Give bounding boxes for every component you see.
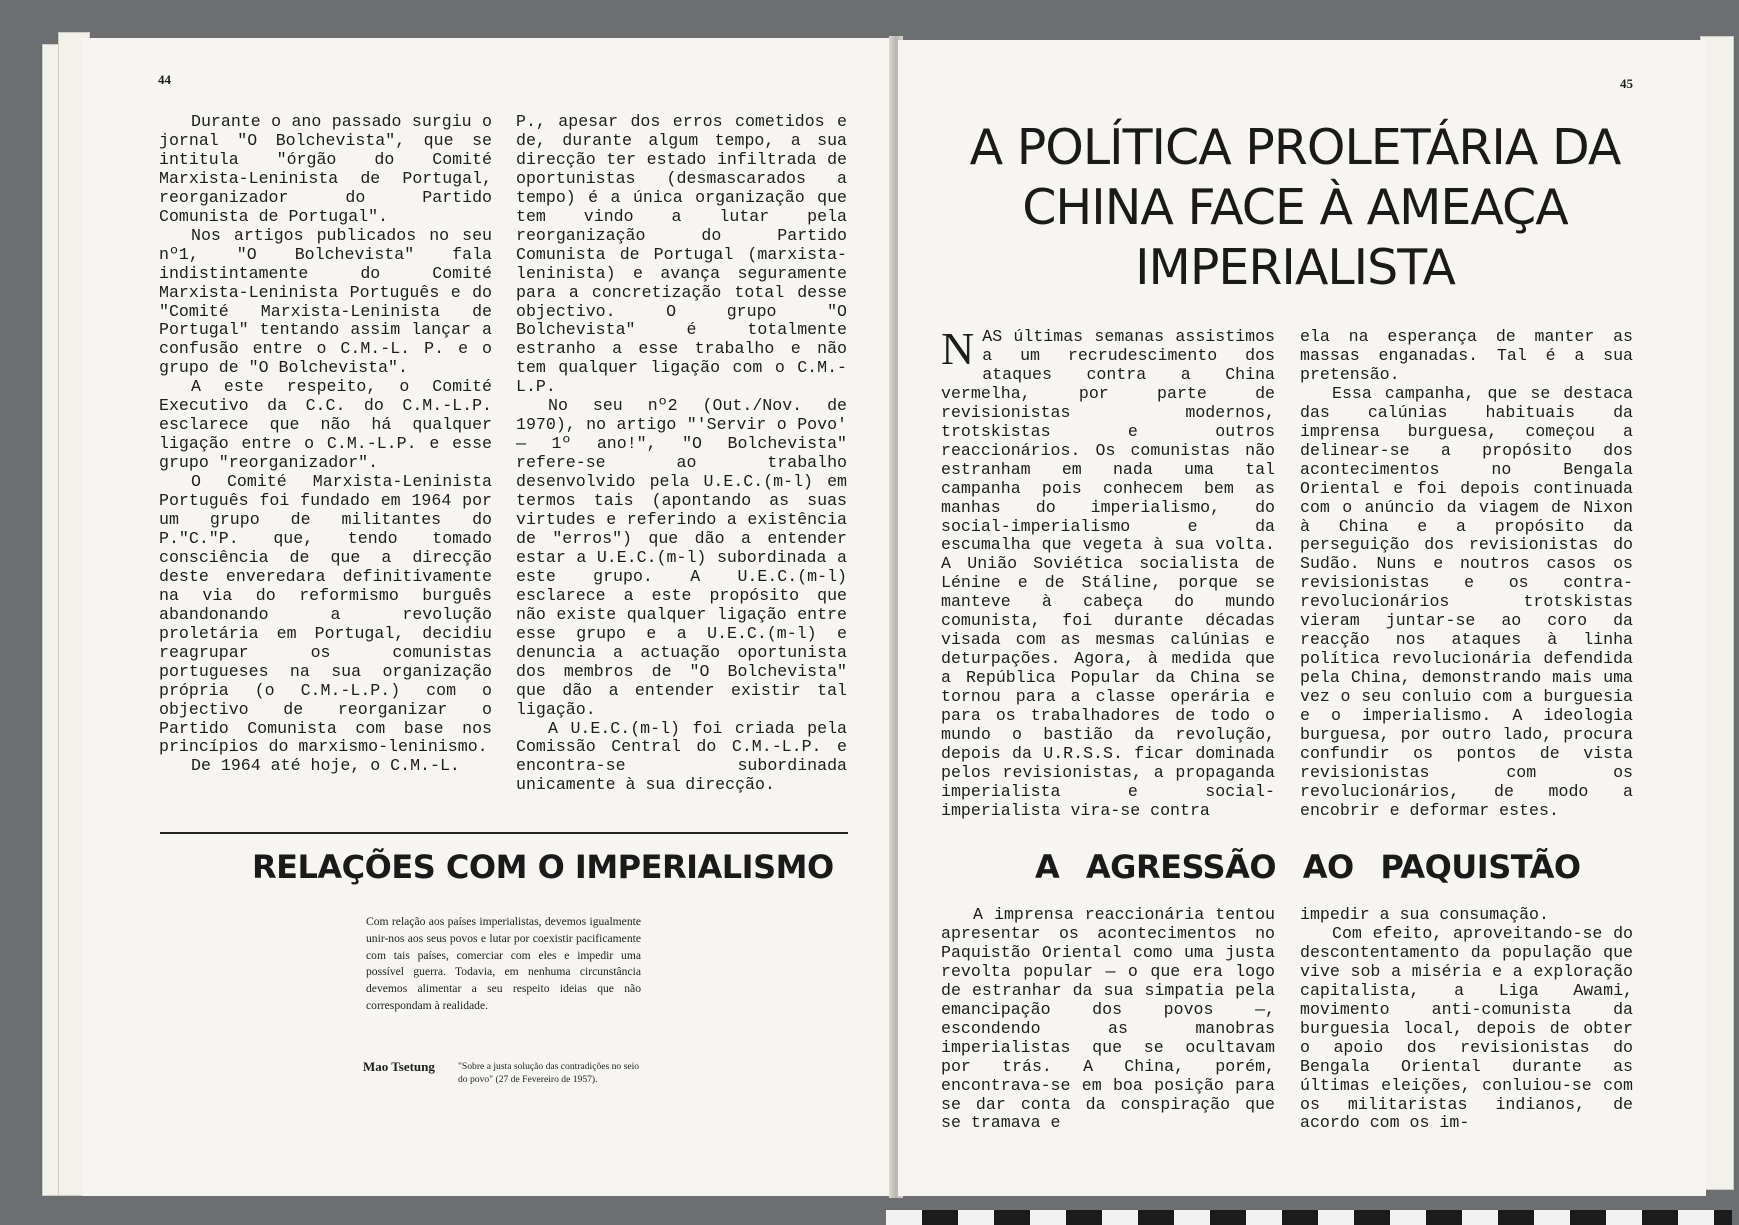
drop-cap: N [941,323,975,374]
paragraph: impedir a sua consumação. [1300,905,1549,924]
article-title-line: IMPERIALISTA [1135,239,1455,296]
paragraph: Essa campanha, que se destaca das calúnias habituais da imprensa burguesa, começou a delinear-se a propósito dos acontecimentos no Bengala Oriental e foi depois continuada com o anúncio da viagem de Nixon à China e a propósito da perseguição dos revisionistas do Sudão. Nuns e noutros casos os revisionistas e os contra-revolucionários trotskistas vieram juntar-se ao coro da reacção nos ataques à linha política revolucionária defendida pela China, demonstrando mais uma vez o seu conluio com a burguesia e o imperialismo. A ideologia burguesa, por outro lado, procura confundir os pontos de vista revisionistas com os revolucionários, de modo a encobrir e deformar estes. [1300,383,1633,820]
article-title-line: A POLÍTICA PROLETÁRIA DA [969,119,1621,176]
paragraph: A U.E.C.(m-l) foi criada pela Comissão Central do C.M.-L.P. e encontra-se subordinada unicamente à sua direcção. [516,718,847,795]
section-divider [160,832,848,834]
page-number-right: 45 [1620,76,1633,91]
section-title-agressao: A AGRESSÃO AO PAQUISTÃO [1035,848,1581,886]
article-title-line: CHINA FACE À AMEAÇA [1022,179,1568,236]
paragraph-text: AS últimas semanas assistimos a um recrudescimento dos ataques contra a China vermelha, por parte de revisionistas modernos, trotskistas e outros reaccionários. Os comunistas não estranham em nada uma tal campanha pois conhecem bem as manhas do imperialismo, do social-imperialismo e da escumalha que vegeta à sua volta. A União Soviética socialista de Lénine e de Stáline, porque se manteve à cabeça do mundo comunista, foi durante décadas visada com as mesmas calúnias e deturpações. Agora, à medida que a República Popular da China se tornou para a classe operária e para os trabalhadores de todo o mundo o bastião da revolução, depois da U.R.S.S. ficar dominada pelos revisionistas, a propaganda imperialista e social-imperialista vira-se contra [941,327,1275,820]
paragraph: No seu nº2 (Out./Nov. de 1970), no artigo "'Servir o Povo' — 1º ano!", "O Bolchevista" refere-se ao trabalho desenvolvido pela U.E.C.(m-l) em termos tais (apontando as suas virtudes e referindo a existência de "erros") que dão a entender estar a U.E.C.(m-l) subordinada a este grupo. A U.E.C.(m-l) esclarece a este propósito que não existe qualquer ligação entre esse grupo e a U.E.C.(m-l) e denuncia a actuação oportunista dos membros de "O Bolchevista" que dão a entender existir tal ligação. [516,396,847,719]
paragraph: A imprensa reaccionária tentou apresentar os acontecimentos no Paquistão Oriental como uma justa revolta popular — o que era logo de estranhar da sua simpatia pela emancipação dos povos —, escondendo as manobras imperialistas que se ocultavam por trás. A China, porém, encontrava-se em boa posição para se dar conta da conspiração que se tramava e [941,905,1275,1133]
right-column-1 [941,323,1275,821]
article-title [945,118,1645,298]
right-column-4 [1300,906,1633,1133]
scale-ruler [886,1210,1732,1225]
paragraph: O Comité Marxista-Leninista Português foi fundado em 1964 por um grupo de militantes do P."C."P. que, tendo tomado consciência de que a direcção deste enveredara definitivamente na via do reformismo burguês abandonando a revolução proletária em Portugal, decidiu reagrupar os comunistas portugueses na sua organização própria (o C.M.-L.P.) com o objectivo de reorganizar o Partido Comunista com base nos princípios do marxismo-leninismo. [159,472,492,757]
paragraph: A este respeito, o Comité Executivo da C.C. do C.M.-L.P. esclarece que não há qualquer ligação entre o C.M.-L.P. e esse grupo "reorganizador". [159,377,492,473]
paragraph: De 1964 até hoje, o C.M.-L. [191,756,460,776]
page-number-left: 44 [158,72,171,87]
paragraph: Com efeito, aproveitando-se do descontentamento da população que vive sob a miséria e a exploração capitalista, a Liga Awami, movimento anti-comunista da burguesia local, depois de obter o apoio dos revisionistas do Bengala Oriental durante as últimas eleições, conluiou-se com os militaristas indianos, de acordo com os im- [1300,923,1633,1133]
paragraph: Nos artigos publicados no seu nº1, "O Bolchevista" fala indistintamente do Comité Marxista-Leninista Português e do "Comité Marxista-Leninista de Portugal" tentando assim lançar a confusão entre o C.M.-L. P. e o grupo de "O Bolchevista". [159,225,492,378]
paragraph: Durante o ano passado surgiu o jornal "O Bolchevista", que se intitula "órgão do Comité Marxista-Leninista de Portugal, reorganizador do Partido Comunista de Portugal". [159,112,492,226]
paragraph: ela na esperança de manter as massas enganadas. Tal é a sua pretensão. [1300,327,1633,384]
right-column-2 [1300,328,1633,821]
left-column-2 [516,113,847,795]
quote-text: Com relação aos países imperialistas, devemos igualmente unir-nos aos seus povos e lutar por coexistir pacificamente com tais países, comerciar com eles e impedir uma possível guerra. Todavia, em nenhuma circunstância devemos alimentar a seu respeito ideias que não correspondam à realidade. [366,915,641,1012]
section-title-relacoes: RELAÇÕES COM O IMPERIALISMO [252,848,834,886]
paragraph: P., apesar dos erros cometidos e de, durante algum tempo, a sua direcção ter estado infiltrada de oportunistas (desmascarados a tempo) é a única organização que tem vindo a lutar pela reorganização do Partido Comunista de Portugal (marxista-leninista) e avança seguramente para a concretização total desse objectivo. O grupo "O Bolchevista" é totalmente estranho a esse trabalho e não tem qualquer ligação com o C.M.-L.P. [516,112,847,397]
paragraph [941,323,1275,821]
quote-source: "Sobre a justa solução das contradições no seio do povo" (27 de Fevereiro de 1957). [458,1061,640,1085]
right-column-3 [941,906,1275,1133]
left-column-1 [159,113,492,776]
quote-author: Mao Tsetung [363,1059,435,1074]
